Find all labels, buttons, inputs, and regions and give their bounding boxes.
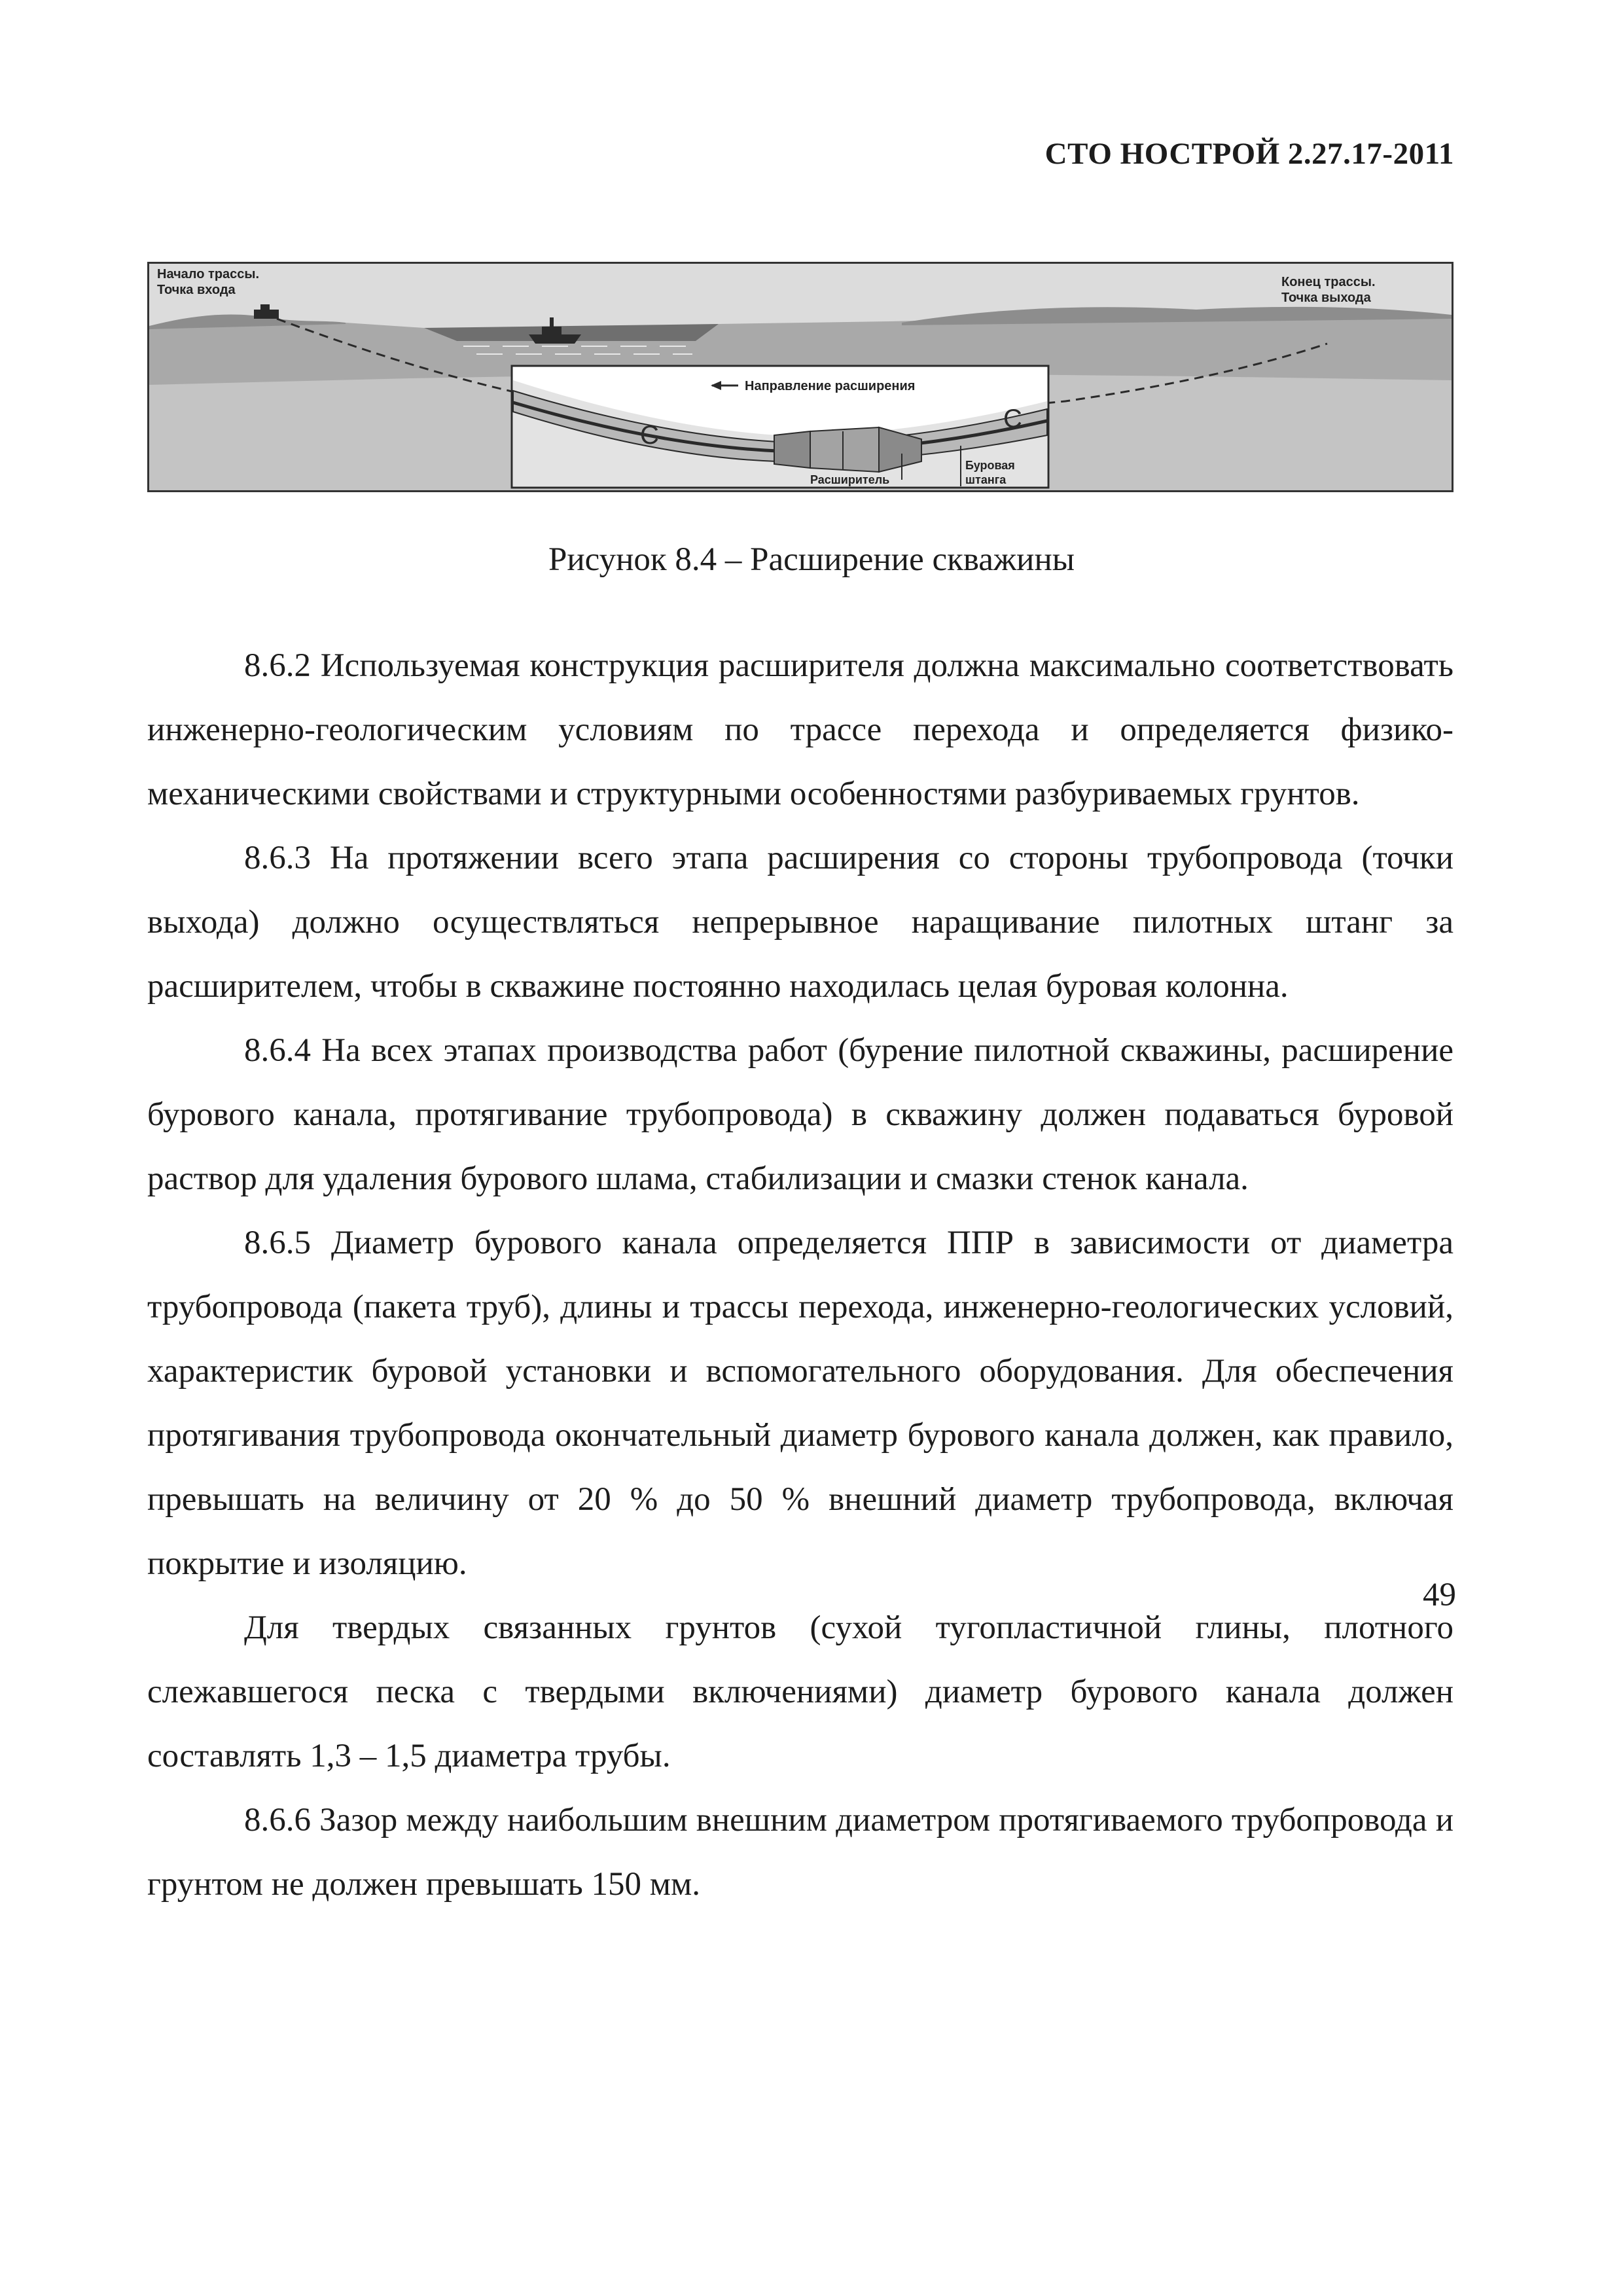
label-start-line2: Точка входа [157, 283, 236, 297]
label-end-line2: Точка выхода [1281, 291, 1371, 305]
paragraph-8-6-5: 8.6.5 Диаметр бурового канала определяется ППР в зависимости от диаметра трубопровода (пакета труб), длины и трассы перехода, инженерно-геологических условий, характеристик буровой установки и вспомогательного оборудования. Для обеспечения протягивания трубопровода окончательный диаметр бурового канала должен, как правило, превышать на величину от 20 % до 50 % внешний диаметр трубопровода, включая покрытие и изоляцию. [147, 1225, 1454, 1582]
paragraph-8-6-3: 8.6.3 На протяжении всего этапа расширения со стороны трубопровода (точки выхода) должно осуществляться непрерывное наращивание пилотных штанг за расширителем, чтобы в скважине постоянно находилась целая буровая колонна. [147, 840, 1454, 1005]
paragraph-8-6-4: 8.6.4 На всех этапах производства работ (бурение пилотной скважины, расширение бурового канала, протягивание трубопровода) в скважину должен подаваться буровой раствор для удаления бурового шлама, стабилизации и смазки стенок канала. [147, 1032, 1454, 1197]
body-text [147, 634, 1454, 1916]
label-reamer: Расширитель [810, 473, 890, 486]
label-rod-line1: Буровая [965, 459, 1015, 472]
reaming-diagram [147, 262, 1454, 492]
page-number: 49 [1423, 1577, 1456, 1613]
label-start-line1: Начало трассы. [157, 267, 260, 281]
label-end-line1: Конец трассы. [1281, 275, 1376, 289]
document-header: СТО НОСТРОЙ 2.27.17-2011 [1044, 137, 1454, 171]
paragraph-hard-soils: Для твердых связанных грунтов (сухой тугопластичной глины, плотного слежавшегося песка с твердыми включениями) диаметр бурового канала должен составлять 1,3 – 1,5 диаметра трубы. [147, 1609, 1454, 1774]
rotation-icon-left: C [640, 421, 659, 450]
reamer-icon [774, 427, 921, 472]
label-direction: Направление расширения [745, 379, 916, 393]
rotation-icon-right: C [1003, 404, 1022, 433]
paragraph-8-6-6: 8.6.6 Зазор между наибольшим внешним диаметром протягиваемого трубопровода и грунтом не должен превышать 150 мм. [147, 1802, 1454, 1903]
paragraph-8-6-2: 8.6.2 Используемая конструкция расширителя должна максимально соответствовать инженерно-геологическим условиям по трассе перехода и определяется физико-механическими свойствами и структурными особенностями разбуриваемых грунтов. [147, 647, 1454, 812]
figure-caption: Рисунок 8.4 – Расширение скважины [548, 541, 1075, 578]
label-rod-line2: штанга [965, 473, 1007, 486]
